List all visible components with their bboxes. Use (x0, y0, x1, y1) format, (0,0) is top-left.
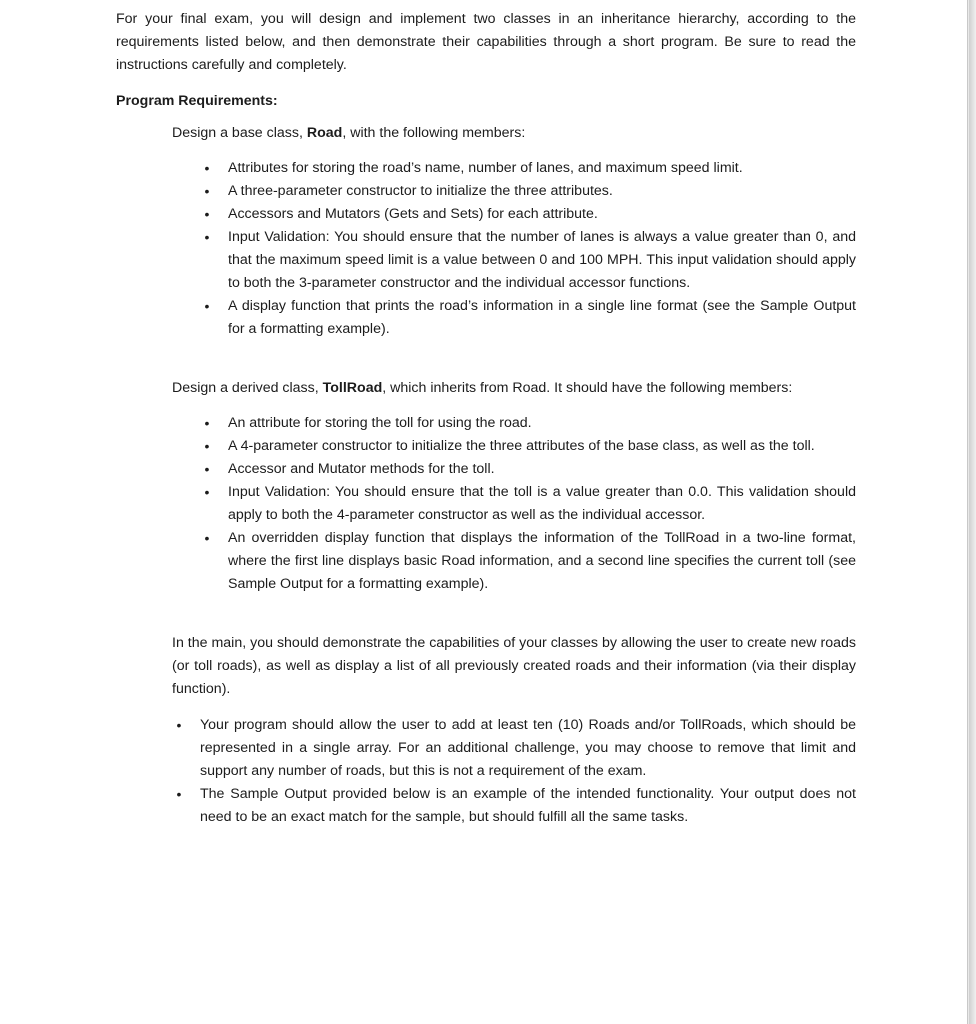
tollroad-lead-text-end: , which inherits from Road. It should have the following members: (382, 380, 793, 396)
road-lead-text-end: , with the following members: (342, 125, 526, 141)
road-class-lead (172, 122, 856, 145)
main-program-list (176, 714, 856, 829)
intro-paragraph: For your final exam, you will design and implement two classes in an inheritance hierarchy, according to the requirements listed below, and then demonstrate their capabilities through a short program. Be sure to read the instructions carefully and completely. (116, 11, 856, 73)
tollroad-members-list (204, 412, 856, 596)
bullet-icon: • (176, 717, 182, 733)
list-item: • Input Validation: You should ensure that the number of lanes is always a value greater than 0, and that the maximum speed limit is a value between 0 and 100 MPH. This input validation should apply to both the 3-parameter constructor and the individual accessor functions. (228, 226, 856, 295)
list-item: • Input Validation: You should ensure that the toll is a value greater than 0.0. This validation should apply to both the 4-parameter constructor as well as the individual accessor. (228, 481, 856, 527)
program-requirements-heading: Program Requirements: (116, 93, 278, 109)
list-item: • The Sample Output provided below is an example of the intended functionality. Your output does not need to be an exact match for the sample, but should fulfill all the same tasks. (200, 783, 856, 829)
list-item: • Accessor and Mutator methods for the toll. (228, 458, 856, 481)
tollroad-class-name: TollRoad (322, 380, 383, 396)
list-item: • An attribute for storing the toll for using the road. (228, 412, 856, 435)
bullet-icon: • (204, 160, 210, 176)
bullet-icon: • (176, 786, 182, 802)
bullet-icon: • (204, 461, 210, 477)
road-class-name: Road (306, 125, 343, 141)
main-program-paragraph: In the main, you should demonstrate the capabilities of your classes by allowing the user to create new roads (or toll roads), as well as display a list of all previously created roads and their information (via their display function). (172, 635, 856, 697)
bullet-icon: • (204, 183, 210, 199)
page-edge-shadow (969, 0, 976, 1024)
tollroad-class-lead (172, 377, 856, 400)
bullet-icon: • (204, 530, 210, 546)
list-item: • Your program should allow the user to add at least ten (10) Roads and/or TollRoads, which should be represented in a single array. For an additional challenge, you may choose to remove that limit and support any number of roads, but this is not a requirement of the exam. (200, 714, 856, 783)
bullet-icon: • (204, 229, 210, 245)
list-item: • Attributes for storing the road’s name, number of lanes, and maximum speed limit. (228, 157, 856, 180)
road-members-list (204, 157, 856, 341)
bullet-icon: • (204, 438, 210, 454)
list-item: • Accessors and Mutators (Gets and Sets) for each attribute. (228, 203, 856, 226)
tollroad-lead-text: Design a derived class, (172, 380, 323, 396)
bullet-icon: • (204, 206, 210, 222)
list-item: • An overridden display function that displays the information of the TollRoad in a two-line format, where the first line displays basic Road information, and a second line specifies the current toll (see Sample Output for a formatting example). (228, 527, 856, 596)
list-item: • A display function that prints the road’s information in a single line format (see the Sample Output for a formatting example). (228, 295, 856, 341)
list-item: • A three-parameter constructor to initialize the three attributes. (228, 180, 856, 203)
list-item: • A 4-parameter constructor to initialize the three attributes of the base class, as well as the toll. (228, 435, 856, 458)
road-lead-text: Design a base class, (172, 125, 307, 141)
bullet-icon: • (204, 415, 210, 431)
bullet-icon: • (204, 484, 210, 500)
bullet-icon: • (204, 298, 210, 314)
document-content (116, 8, 856, 829)
